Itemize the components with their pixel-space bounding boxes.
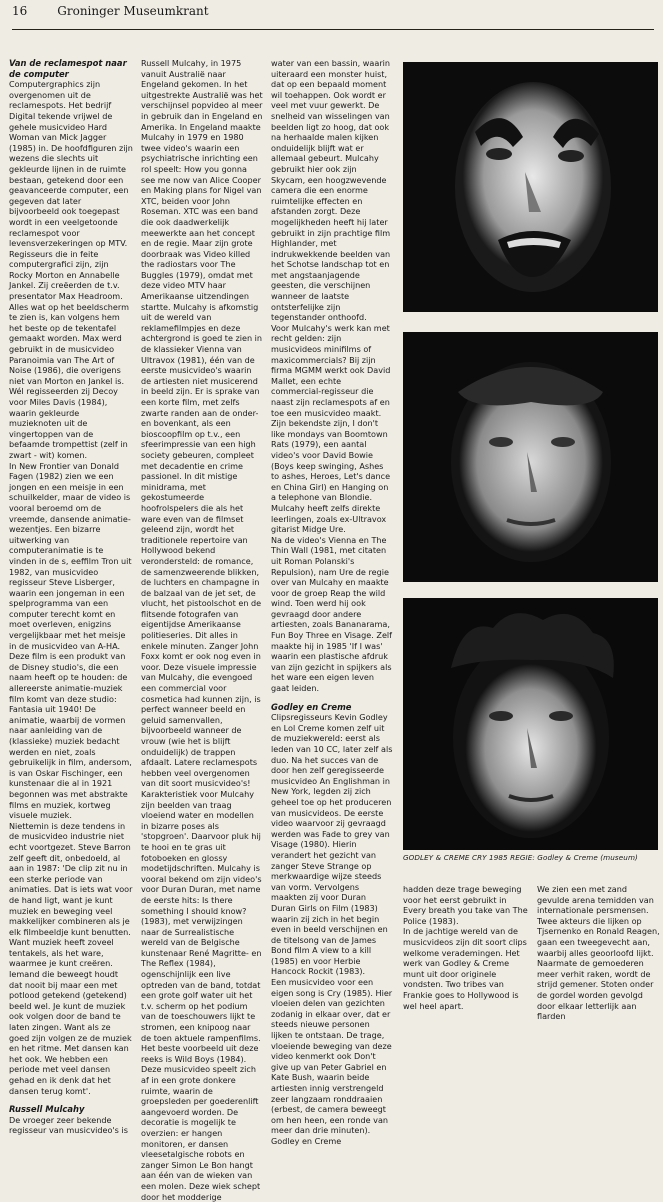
page-number: 16: [12, 4, 28, 18]
column-1: [9, 58, 133, 1136]
paragraph: Niettemin is deze tendens in de musicvideo industrie niet echt voortgezet. Steve Barron zelf geeft dit, onbedoeld, al aan in 1987: 'De clip zit nu in een sterke periode van animaties. Dat is iets wat voor de hand ligt, want je kunt muziek en beweging veel makkelijker combineren als je elk filmbeeldje kunt benutten. Want muziek heeft zoveel tentakels, als het ware, waarmee je kunt creëren. Iemand die beweegt houdt dat nooit bij maar een met potlood getekend (getekend) beeld wel. Je kunt de muziek ook volgen door de band te laten zingen. Want als ze goed zijn volgen ze de muziek en het ritme. Met dansen kan het ook. We hebben een periode met veel dansen gehad en ik denk dat het dansen terug komt'.: [9, 820, 133, 1096]
publication-title: Groninger Museumkrant: [57, 4, 209, 18]
paragraph: In de jachtige wereld van de musicvideos zijn dit soort clips welkome verademingen. Het werk van Godley & Creme munt uit door originele vondsten. Two tribes van Frankie goes to Hollywood is wel heel apart.: [403, 926, 527, 1011]
section-heading: Van de reclamespot naar de computer: [9, 58, 127, 79]
paragraph: Clipsregisseurs Kevin Godley en Lol Creme komen zelf uit de muziekwereld: eerst als leden van 10 CC, later zelf als duo. Na het succes van de door hen zelf geregisseerde musicvideo An Englishman in New York, legden zij zich geheel toe op het produceren van musicvideos. De eerste video waarvoor zij gevraagd werden was Fade to grey van Visage (1980). Hierin verandert het gezicht van zanger Steve Strange op merkwaardige wijze steeds van vorm. Vervolgens maakten zij voor Duran Duran Girls on Film (1983) waarin zij zich in het begin even in beeld verschijnen en de titelsong van de James Bond film A view to a kill (1985) en voor Herbie Hancock Rockit (1983).: [271, 712, 393, 977]
face-image-2: [403, 332, 658, 582]
section-heading: Godley en Creme: [271, 701, 352, 712]
header-rule: [12, 29, 654, 30]
paragraph: water van een bassin, waarin uiteraard een monster huist, dat op een bepaald moment wil toehappen. Ook wordt er veel met vuur gewerkt. De snelheid van wisselingen van beelden ligt zo hoog, dat ook na herhaalde malen kijken onduidelijk blijft wat er allemaal gebeurt. Mulcahy gebruikt hier ook zijn Skycam, een hoogzwevende camera die een enorme ruimtelijke effecten en afstanden zorgt. Deze mogelijkheden heeft hij later gebruikt in zijn prachtige film Highlander, met indrukwekkende beelden van het Schotse landschap tot en met angstaanjagende geesten, die verschijnen wanneer de laatste ontsterfelijke zijn tegenstander onthoofd.: [271, 58, 391, 323]
photo-face-2: [403, 332, 658, 582]
face-image-3: [403, 598, 658, 850]
column-5: [537, 884, 661, 1022]
face-image-1: [403, 62, 658, 312]
section-heading: Russell Mulcahy: [9, 1104, 85, 1115]
column-4: [403, 884, 529, 1011]
paragraph: We zien een met zand gevulde arena temidden van internationale persmensen. Twee akteurs die lijken op Tjsernenko en Ronald Reagen, gaan een tweegevecht aan, waarbij alles geoorloofd lijkt. Naarmate de gemoederen meer verhit raken, wordt de strijd gemener. Stoten onder de gordel worden gevolgd door elkaar letterlijk aan flarden: [537, 884, 660, 1022]
paragraph: Een musicvideo voor een eigen song is Cry (1985). Hier vloeien delen van gezichten zodanig in elkaar over, dat er steeds nieuwe personen lijken te ontstaan. De trage, vloeiende beweging van deze video kenmerkt ook Don't give up van Peter Gabriel en Kate Bush, waarin beide artiesten innig verstrengeld zeer langzaam ronddraaien (erbest, de camera beweegt om hen heen, een ronde van meer dan drie minuten). Godley en Creme: [271, 977, 393, 1146]
paragraph: Computergraphics zijn overgenomen uit de reclamespots. Het bedrijf Digital tekende vrijwel de gehele musicvideo Hard Woman van Mick Jagger (1985) in. De hoofdfiguren zijn wezens die slechts uit gekleurde lijnen in de ruimte bestaan, getekend door een geavanceerde computer, een gegeven dat later bijvoorbeeld ook toegepast wordt in een veelgetoonde reclamespot voor levensverzekeringen op MTV. Regisseurs die in feite computergrafici zijn, zijn Rocky Morton en Annabelle Jankel. Zij creëerden de t.v. presentator Max Headroom. Alles wat op het beeldscherm te zien is, kan volgens hem het beste op de tekentafel gemaakt worden. Max werd gebruikt in de musicvideo Paranoimia van The Art of Noise (1986), die overigens niet van Morton en Jankel is. Wél regisseerden zij Decoy voor Miles Davis (1984), waarin gekleurde muzieknoten uit de vingertoppen van de befaamde trompettist (zelf in zwart - wit) komen.: [9, 79, 133, 460]
page-header: [12, 4, 654, 30]
paragraph: De vroeger zeer bekende regisseur van musicvideo's is: [9, 1114, 128, 1136]
paragraph: hadden deze trage beweging voor het eerst gebruikt in Every breath you take van The Police (1983).: [403, 884, 528, 926]
photo-face-3: [403, 598, 658, 850]
column-3: [271, 58, 393, 1146]
photo-caption: GODLEY & CREME CRY 1985 REGIE: Godley & Creme (museum): [403, 853, 638, 862]
paragraph: In New Frontier van Donald Fagen (1982) zien we een jongen en een meisje in een schuilkelder, maar de video is vooral beroemd om de vreemde, dansende animatie-wezentjes. Een bizarre uitwerking van computeranimatie is te vinden in de s, eeffilm Tron uit 1982, van musicvideo regisseur Steve Lisberger, waarin een jongeman in een spelprogramma van een computer terecht komt en moet overleven, enigzins vergelijkbaar met het meisje in de musicvideo van A-HA. Deze film is een produkt van de Disney studio's, die een naam heeft op te houden: de allereerste animatie-muziek film komt van deze studio: Fantasia uit 1940! De animatie, waarbij de vormen naar aanleiding van de (klassieke) muziek bedacht werden en niet, zoals gebruikelijk in film, andersom, is van Oskar Fischinger, een kunstenaar die al in 1921 begonnen was met abstrakte films en muziek, kortweg visuele muziek.: [9, 460, 132, 821]
paragraph: Na de video's Vienna en The Thin Wall (1981, met citaten uit Roman Polanski's Repulsion), nam Ure de regie over van Mulcahy en maakte voor de groep Reap the wild wind. Toen werd hij ook gevraagd door andere artiesten, zoals Bananarama, Fun Boy Three en Visage. Zelf maakte hij in 1985 'If I was' waarin een plastische afdruk van zijn gezicht in spijkers als het ware een eigen leven gaat leiden.: [271, 534, 393, 694]
column-2: [141, 58, 263, 1202]
photo-face-1: [403, 62, 658, 312]
paragraph: Voor Mulcahy's werk kan met recht gelden: zijn musicvideos minifilms of maxicommercials? Bij zijn firma MGMM werkt ook David Mallet, een echte commercial-regisseur die naast zijn reclamespots af en toe een musicvideo maakt. Zijn bekendste zijn, I don't like mondays van Boomtown Rats (1979), een aantal video's voor David Bowie (Boys keep swinging, Ashes to ashes, Heroes, Let's dance en China Girl) en Hanging on a telephone van Blondie. Mulcahy heeft zelfs direkte leerlingen, zoals ex-Ultravox gitarist Midge Ure.: [271, 322, 391, 535]
paragraph: Russell Mulcahy, in 1975 vanuit Australië naar Engeland gekomen. In het uitgestrekte Australië was het verschijnsel popvideo al meer in gebruik dan in Engeland en Amerika. In Engeland maakte Mulcahy in 1979 en 1980 twee video's waarin een psychiatrische inrichting een rol speelt: How you gonna see me now van Alice Cooper en Making plans for Nigel van XTC, beiden voor John Roseman. XTC was een band die ook daadwerkelijk meewerkte aan het concept en de regie. Maar zijn grote doorbraak was Video killed the radiostars voor The Buggles (1979), omdat met deze video MTV haar Amerikaanse uitzendingen startte. Mulcahy is afkomstig uit de wereld van reklamefilmpjes en deze achtergrond is goed te zien in de klassieker Vienna van Ultravox (1981), één van de eerste musicvideo's waarin de artiesten niet musicerend in beeld zijn. Er is sprake van een korte film, met zelfs zwarte randen aan de onder- en bovenkant, als een bioscoopfilm op t.v., een sfeerimpressie van een high society gebeuren, compleet met decadentie en crime passionel. In dit mistige minidrama, met gekostumeerde hoofrolspelers die als het ware even van de filmset geleend zijn, wordt het traditionele repertoire van Hollywood bekend verondersteld: de romance, de samenzweerende blikken, de luchters en champagne in de balzaal van de jet set, de vlucht, het pistoolschot en de flitsende fotografen van eigentijdse Amerikaanse politieseries. Dit alles in enkele minuten. Zanger John Foxx komt er ook nog even in voor. Deze visuele impressie van Mulcahy, die evengoed een commercial voor cosmetica had kunnen zijn, is perfect wanneer beeld en geluid samenvallen, bijvoorbeeld wanneer de vrouw (wie het is blijft onduidelijk) de trappen afdaalt. Latere reclamespots hebben veel overgenomen van dit soort musicvideo's! Karakteristiek voor Mulcahy zijn beelden van traag vloeiend water en modellen in bizarre poses als 'stopgroen'. Daarvoor pluk hij te hooi en te gras uit fotoboeken en glossy modetijdschriften. Mulcahy is vooral bekend om zijn video's voor Duran Duran, met name de eerste hits: Is there something I should know? (1983), met verwijzingen naar de Surrealistische wereld van de Belgische kunstenaar René Magritte- en The Reflex (1984), ogenschijnlijk een live optreden van de band, totdat een grote golf water uit het t.v. scherm op het podium van de toeschouwers lijkt te stromen, een knipoog naar de toen aktuele rampenfilms. Het beste voorbeeld uit deze reeks is Wild Boys (1984). Deze musicvideo speelt zich af in een grote donkere ruimte, waarin de groepsleden per goederenlift aangevoerd worden. De decoratie is mogelijk te overzien: er hangen monitoren, er dansen vleesetalgische robots en zanger Simon Le Bon hangt aan één van de wieken van een molen. Deze wiek schept door het modderige: [141, 58, 263, 1202]
